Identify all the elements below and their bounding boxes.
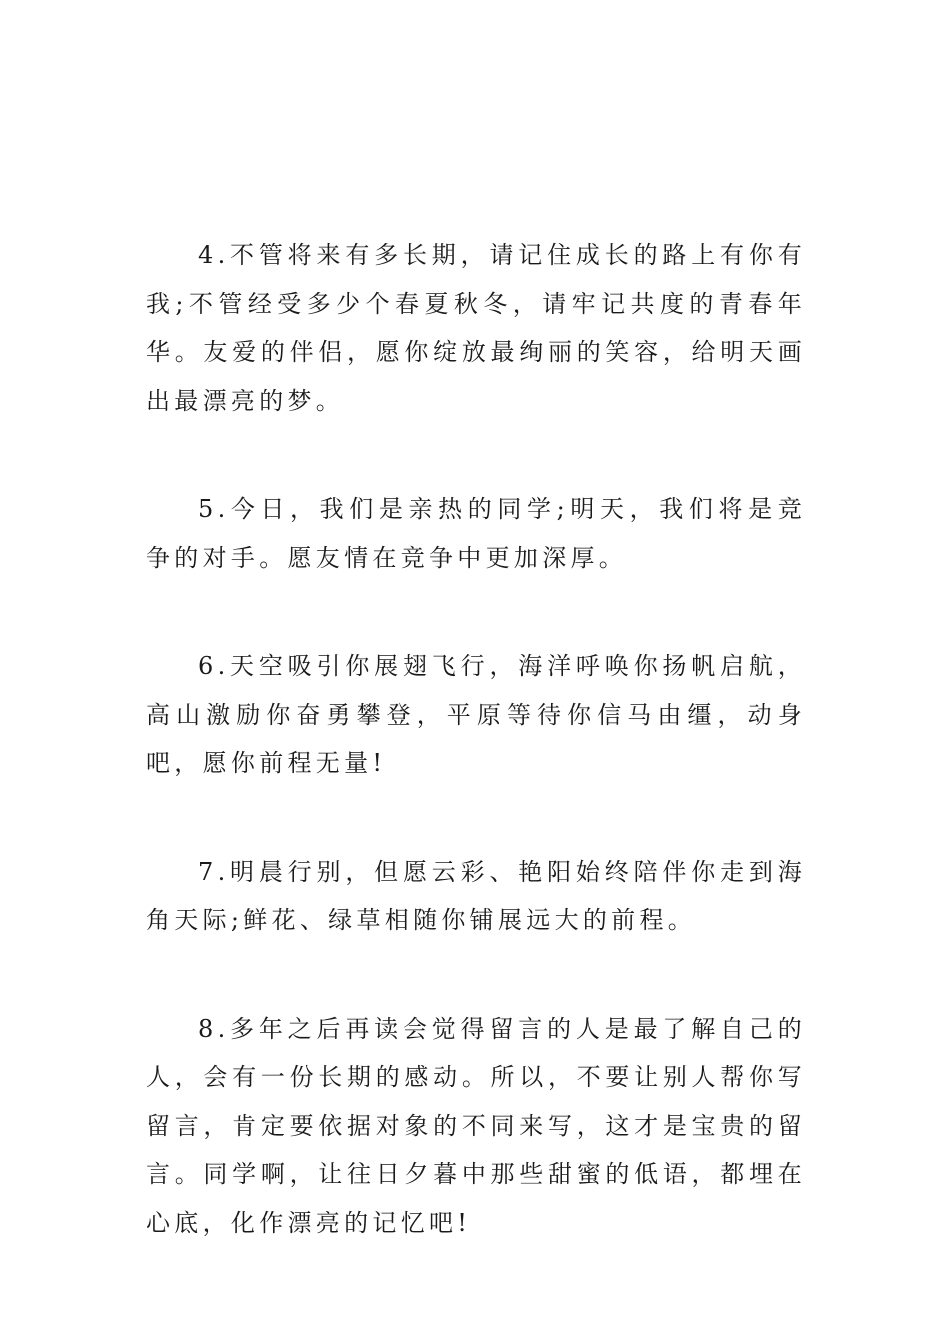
paragraph-5: 5.今日，我们是亲热的同学;明天，我们将是竞争的对手。愿友情在竞争中更加深厚。 (146, 495, 806, 572)
paragraph-7: 7.明晨行别，但愿云彩、艳阳始终陪伴你走到海角天际;鲜花、绿草相随你铺展远大的前程。 (146, 857, 806, 934)
paragraph-6: 6.天空吸引你展翅飞行，海洋呼唤你扬帆启航，高山激励你奋勇攀登，平原等待你信马由缰，动身吧，愿你前程无量! (146, 652, 806, 777)
document-body (146, 231, 806, 1307)
paragraph-8: 8.多年之后再读会觉得留言的人是最了解自己的人，会有一份长期的感动。所以，不要让别人帮你写留言，肯定要依据对象的不同来写，这才是宝贵的留言。同学啊，让往日夕暮中那些甜蜜的低语，都埋在心底，化作漂亮的记忆吧! (146, 1014, 806, 1237)
paragraph-4: 4.不管将来有多长期，请记住成长的路上有你有我;不管经受多少个春夏秋冬，请牢记共度的青春年华。友爱的伴侣，愿你绽放最绚丽的笑容，给明天画出最漂亮的梦。 (146, 241, 806, 415)
